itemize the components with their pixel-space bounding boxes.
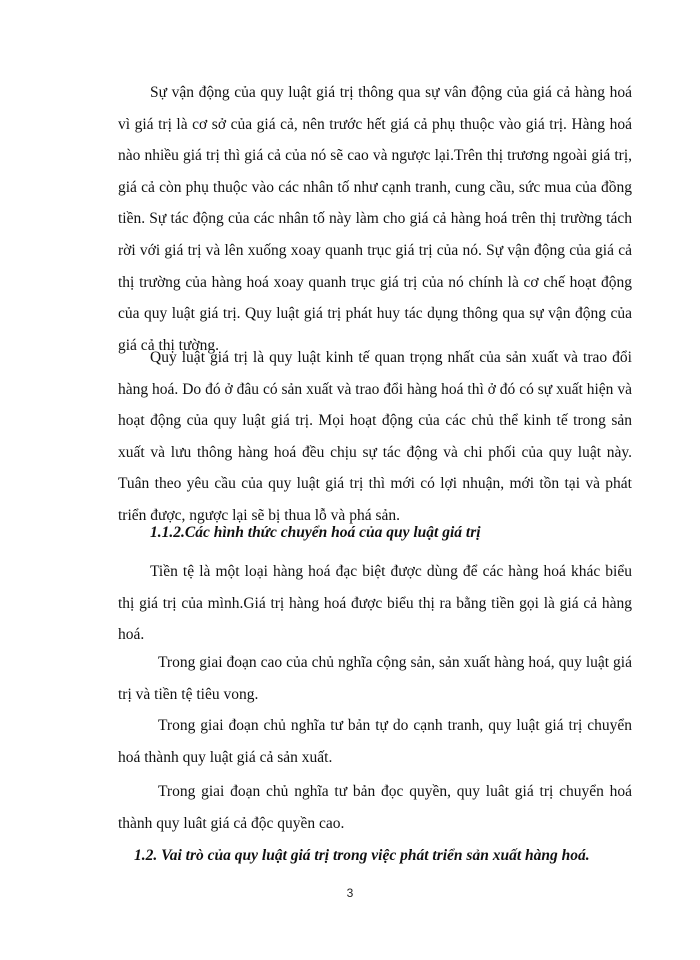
paragraph-monopoly-stage: Trong giai đoạn chủ nghĩa tư bản đọc quyền, quy luât giá trị chuyển hoá thành quy luât giá cả độc quyền cao. bbox=[118, 783, 632, 832]
section-heading-1-2: 1.2. Vai trò của quy luật giá trị trong việc phát triển sản xuất hàng hoá. bbox=[134, 847, 590, 864]
paragraph-communism-stage: Trong giai đoạn cao của chủ nghĩa cộng sản, sản xuất hàng hoá, quy luật giá trị và tiền tệ tiêu vong. bbox=[118, 654, 632, 703]
paragraph-value-movement: Sự vận động của quy luật giá trị thông qua sự vân động của giá cả hàng hoá vì giá trị là cơ sở của giá cả, nên trước hết giá cả phụ thuộc vào giá trị. Hàng hoá nào nhiều giá trị thì giá cả của nó sẽ cao và ngược lại.Trên thị trương ngoài giá trị, giá cả còn phụ thuộc vào các nhân tố như cạnh tranh, cung cầu, sức mua của đồng tiền. Sự tác động của các nhân tố này làm cho giá cả hàng hoá trên thị trường tách rời với giá trị và lên xuống xoay quanh trục giá trị của nó. Sự vận động của giá cả thị trường của hàng hoá xoay quanh trục giá trị của nó chính là cơ chế hoạt động của quy luật giá trị. Quy luật giá trị phát huy tác dụng thông qua sự vận động của giá cả thị tường. bbox=[118, 84, 632, 354]
section-heading-1-1-2: 1.1.2.Các hình thức chuyển hoá của quy luật giá trị bbox=[150, 524, 481, 541]
paragraph-currency: Tiền tệ là một loại hàng hoá đạc biệt được dùng để các hàng hoá khác biểu thị giá trị của mình.Giá trị hàng hoá được biểu thị ra bằng tiền gọi là giá cả hàng hoá. bbox=[118, 563, 632, 644]
page-number: 3 bbox=[346, 886, 354, 900]
paragraph-free-competition-stage: Trong giai đoạn chủ nghĩa tư bản tự do cạnh tranh, quy luật giá trị chuyển hoá thành quy luật giá cả sản xuất. bbox=[118, 717, 632, 766]
paragraph-value-law-importance: Quy luật giá trị là quy luật kinh tế quan trọng nhất của sản xuất và trao đổi hàng hoá. Do đó ở đâu có sản xuất và trao đổi hàng hoá thì ở đó có sự xuất hiện và hoạt động của quy luật giá trị. Mọi hoạt động của các chủ thể kinh tế trong sản xuất và lưu thông hàng hoá đều chịu sự tác động và chi phối của quy luật này. Tuân theo yêu cầu của quy luật giá trị thì mới có lợi nhuận, mới tồn tại và phát triển được, ngược lại sẽ bị thua lỗ và phá sản. bbox=[118, 349, 632, 524]
